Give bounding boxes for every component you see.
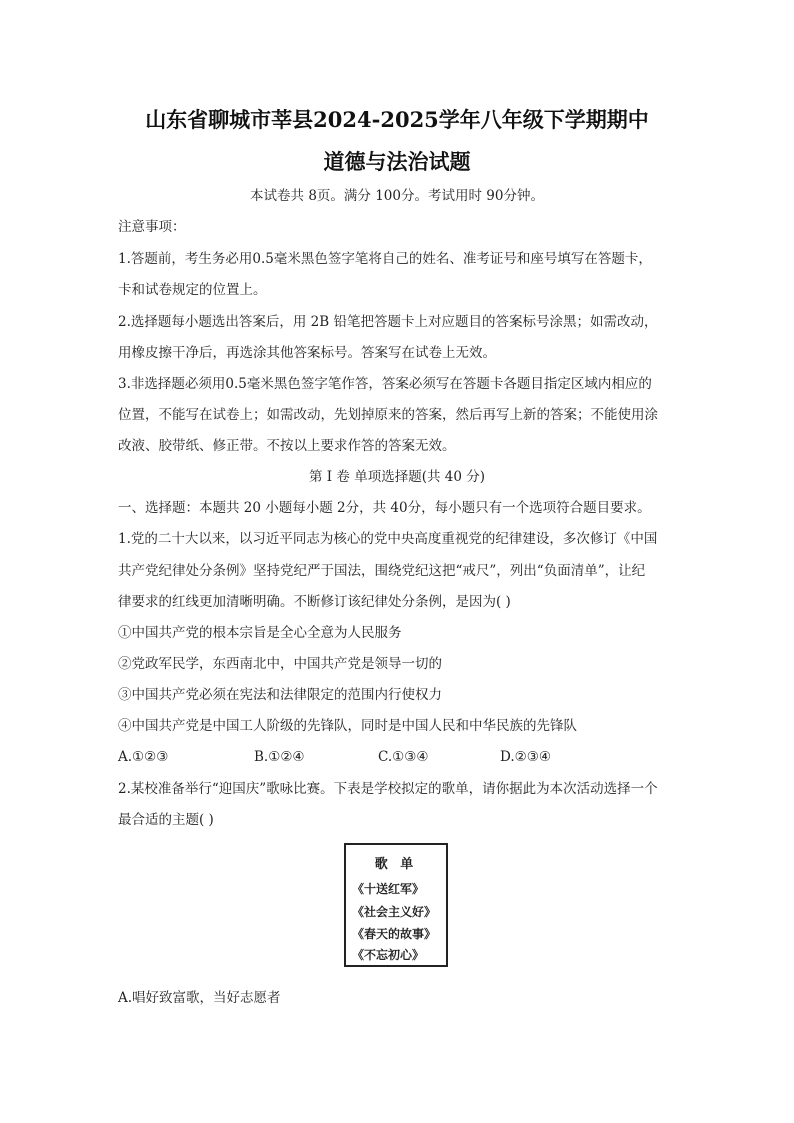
section-instruction: 一、选择题：本题共 20 小题每小题 2分，共 40分，每小题只有一个选项符合题目要求。	[118, 500, 651, 516]
song-item: 《社会主义好》	[352, 905, 437, 919]
page-subtitle: 道德与法治试题	[323, 149, 471, 174]
q1-statement: ④中国共产党是中国工人阶级的先锋队，同时是中国人民和中华民族的先锋队	[118, 718, 577, 734]
page-title: 山东省聊城市莘县2024-2025学年八年级下学期期中	[145, 107, 649, 132]
q1-statement: ②党政军民学，东西南北中，中国共产党是领导一切的	[118, 656, 442, 672]
q1-option-c: C.①③④	[378, 749, 429, 765]
q2-stem: 2.某校准备举行“迎国庆”歌咏比赛。下表是学校拟定的歌单，请你据此为本次活动选择一个	[118, 781, 658, 797]
song-item: 《十送红军》	[352, 882, 425, 896]
q2-stem: 最合适的主题( )	[118, 812, 214, 828]
q1-statement: ③中国共产党必须在宪法和法律限定的范围内行使权力	[118, 687, 442, 703]
notes-line: 用橡皮擦干净后，再选涂其他答案标号。答案写在试卷上无效。	[118, 345, 496, 361]
notes-line: 卡和试卷规定的位置上。	[118, 282, 267, 298]
q1-option-a: A.①②③	[118, 749, 169, 765]
notes-line: 位置，不能写在试卷上；如需改动，先划掉原来的答案，然后再写上新的答案；不能使用涂	[118, 407, 658, 423]
q1-option-d: D.②③④	[500, 749, 551, 765]
notes-line: 3.非选择题必须用0.5毫米黑色签字笔作答，答案必须写在答题卡各题目指定区域内相应的	[118, 376, 652, 392]
exam-info: 本试卷共 8页。满分 100分。考试用时 90分钟。	[250, 188, 544, 204]
notes-heading: 注意事项：	[118, 219, 186, 235]
q1-statement: ①中国共产党的根本宗旨是全心全意为人民服务	[118, 625, 402, 641]
song-list-table	[344, 843, 448, 967]
q1-stem: 律要求的红线更加清晰明确。不断修订该纪律处分条例，是因为( )	[118, 594, 511, 610]
song-item: 《春天的故事》	[352, 927, 437, 941]
notes-line: 1.答题前，考生务必用0.5毫米黑色签字笔将自己的姓名、准考证号和座号填写在答题卡，	[118, 251, 652, 267]
song-item: 《不忘初心》	[352, 948, 425, 962]
notes-line: 改液、胶带纸、修正带。不按以上要求作答的答案无效。	[118, 438, 456, 454]
section-title: 第 I 卷 单项选择题(共 40 分)	[308, 469, 485, 485]
song-list-heading: 歌 单	[374, 857, 418, 872]
q1-option-b: B.①②④	[254, 749, 305, 765]
q2-option-a: A.唱好致富歌，当好志愿者	[118, 990, 281, 1006]
notes-line: 2.选择题每小题选出答案后，用 2B 铅笔把答题卡上对应题目的答案标号涂黑；如需改动，	[118, 314, 658, 330]
q1-stem: 1.党的二十大以来，以习近平同志为核心的党中央高度重视党的纪律建设，多次修订《中国	[118, 531, 658, 547]
q1-stem: 共产党纪律处分条例》坚持党纪严于国法，围绕党纪这把“戒尺”，列出“负面清单”，让纪	[118, 563, 646, 579]
